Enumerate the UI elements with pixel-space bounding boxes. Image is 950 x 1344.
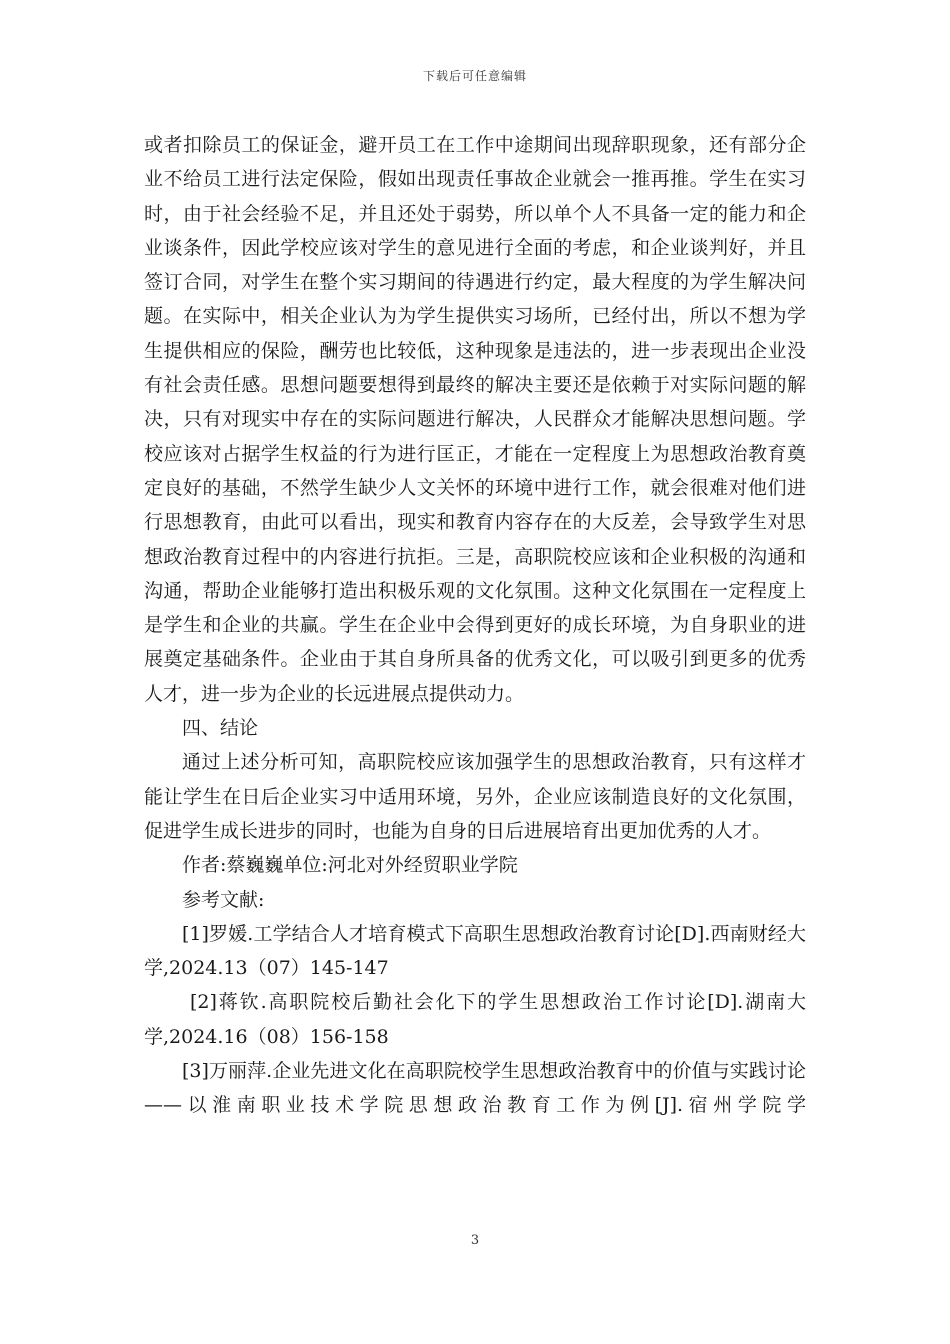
document-body <box>144 128 806 1123</box>
section-heading-conclusion: 四、结论 <box>182 717 259 740</box>
reference-item-2: [2]蒋钦.高职院校后勤社会化下的学生思想政治工作讨论[D].湖南大学,2024.16（08）156-158 <box>144 991 806 1048</box>
author-line: 作者:蔡巍巍单位:河北对外经贸职业学院 <box>182 854 518 877</box>
references-heading: 参考文献: <box>182 888 265 911</box>
page-number: 3 <box>470 1233 480 1248</box>
page-header: 下载后可任意编辑 <box>422 69 527 83</box>
continuation-paragraph: 或者扣除员工的保证金，避开员工在工作中途期间出现辞职现象，还有部分企业不给员工进行法定保险，假如出现责任事故企业就会一推再推。学生在实习时，由于社会经验不足，并且还处于弱势，所以单个人不具备一定的能力和企业谈条件，因此学校应该对学生的意见进行全面的考虑，和企业谈判好，并且签订合同，对学生在整个实习期间的待遇进行约定，最大程度的为学生解决问题。在实际中，相关企业认为为学生提供实习场所，已经付出，所以不想为学生提供相应的保险，酬劳也比较低，这种现象是违法的，进一步表现出企业没有社会责任感。思想问题要想得到最终的解决主要还是依赖于对实际问题的解决，只有对现实中存在的实际问题进行解决，人民群众才能解决思想问题。学校应该对占据学生权益的行为进行匡正，才能在一定程度上为思想政治教育奠定良好的基础，不然学生缺少人文关怀的环境中进行工作，就会很难对他们进行思想教育，由此可以看出，现实和教育内容存在的大反差，会导致学生对思想政治教育过程中的内容进行抗拒。三是，高职院校应该和企业积极的沟通和沟通，帮助企业能够打造出积极乐观的文化氛围。这种文化氛围在一定程度上是学生和企业的共赢。学生在企业中会得到更好的成长环境，为自身职业的进展奠定基础条件。企业由于其自身所具备的优秀文化，可以吸引到更多的优秀人才，进一步为企业的长远进展点提供动力。 <box>144 134 806 705</box>
reference-item-1: [1]罗媛.工学结合人才培育模式下高职生思想政治教育讨论[D].西南财经大学,2024.13（07）145-147 <box>144 922 806 980</box>
conclusion-paragraph: 通过上述分析可知，高职院校应该加强学生的思想政治教育，只有这样才能让学生在日后企业实习中适用环境，另外，企业应该制造良好的文化氛围，促进学生成长进步的同时，也能为自身的日后进展培育出更加优秀的人才。 <box>144 751 806 842</box>
reference-item-3: [3]万丽萍.企业先进文化在高职院校学生思想政治教育中的价值与实践讨论——以淮南职业技术学院思想政治教育工作为例[J].宿州学院学 <box>144 1060 806 1117</box>
